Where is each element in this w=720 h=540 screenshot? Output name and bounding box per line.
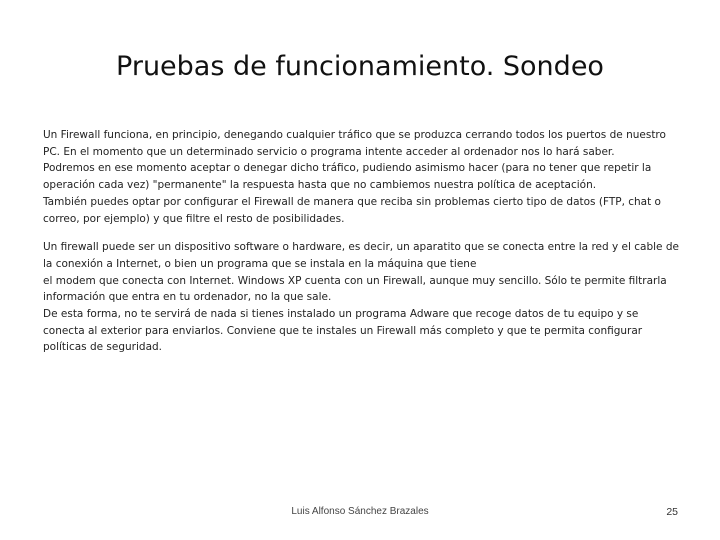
paragraph-device-types: Un firewall puede ser un dispositivo software o hardware, es decir, un aparatito que se conecta entre la red y el cable de la conexión a Internet, o bien un programa que se instala en la máquina que tiene	[43, 241, 679, 270]
paragraph-adware: De esta forma, no te servirá de nada si tienes instalado un programa Adware que recoge datos de tu equipo y se conecta al exterior para enviarlos. Conviene que te instales un Firewall más completo y que te permita configurar políticas de seguridad.	[43, 308, 643, 354]
paragraph-windows-xp: el modem que conecta con Internet. Windows XP cuenta con un Firewall, aunque muy sencillo. Sólo te permite filtrarla información que entra en tu ordenador, no la que sale.	[43, 274, 667, 304]
paragraph-accept-deny: Podremos en ese momento aceptar o denegar dicho tráfico, pudiendo asimismo hacer (para no tener que repetir la operación cada vez) "permanente" la respuesta hasta que no cambiemos nuestra política de aceptación.	[43, 162, 652, 192]
page-number: 25	[666, 506, 678, 518]
paragraph-firewall-function: Un Firewall funciona, en principio, denegando cualquier tráfico que se produzca cerrando todos los puertos de nuestro PC. En el momento que un determinado servicio o programa intente acceder al ordenador nos lo hará saber.	[43, 129, 666, 158]
footer-author: Luis Alfonso Sánchez Brazales	[291, 506, 429, 517]
slide-title: Pruebas de funcionamiento. Sondeo	[116, 51, 604, 82]
paragraph-configure: También puedes optar por configurar el Firewall de manera que reciba sin problemas cierto tipo de datos (FTP, chat o correo, por ejemplo) y que filtre el resto de posibilidades.	[43, 195, 661, 225]
slide-body	[43, 127, 679, 356]
paragraph-gap	[43, 227, 679, 239]
